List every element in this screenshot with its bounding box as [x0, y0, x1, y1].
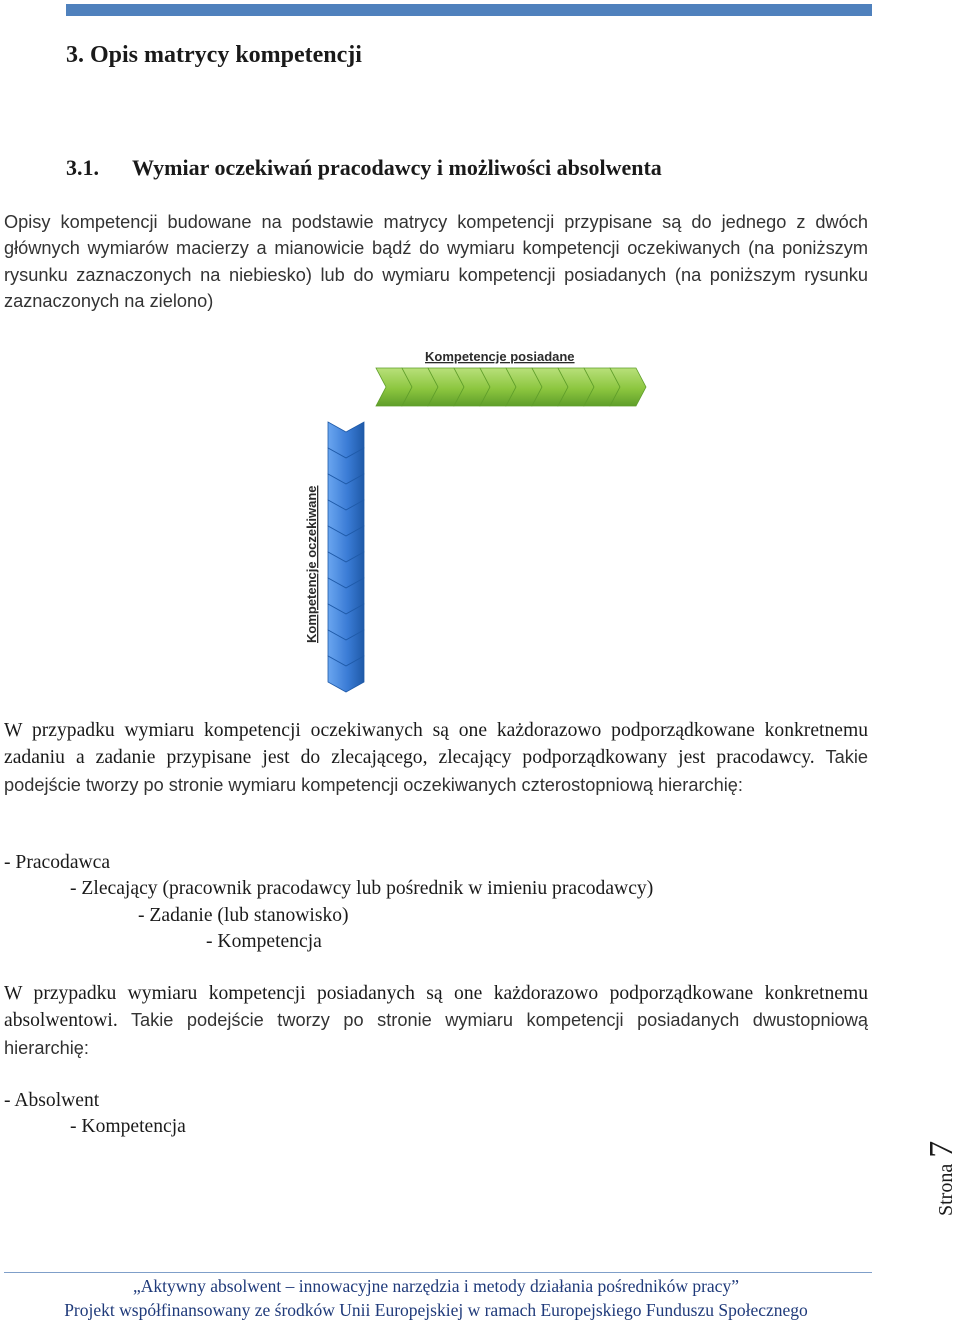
matrix-diagram-svg [290, 338, 660, 694]
competence-matrix-diagram [290, 338, 660, 694]
footer-divider [4, 1272, 872, 1273]
subsection-heading [66, 155, 662, 181]
expected-hierarchy-list [4, 850, 653, 955]
expected-dimension-paragraph [4, 718, 868, 799]
expected-paragraph-part2: Takie podejście tworzy po stronie wymiaru kompetencji oczekiwanych czterostopniową hierarchię: [4, 747, 868, 795]
subsection-number: 3.1. [66, 155, 99, 180]
possessed-paragraph-part2: Takie podejście tworzy po stronie wymiaru kompetencji posiadanych dwustopniową hierarchię: [4, 1010, 868, 1058]
hierarchy-item: - Kompetencja [70, 1116, 186, 1138]
subsection-title: Wymiar oczekiwań pracodawcy i możliwości absolwenta [132, 155, 662, 180]
page-number-marker [918, 1128, 958, 1218]
footer-funding-note: Projekt współfinansowany ze środków Unii Europejskiej w ramach Europejskiego Funduszu Społecznego [64, 1300, 808, 1320]
hierarchy-item: - Absolwent [4, 1090, 100, 1111]
hierarchy-item: - Kompetencja [206, 930, 322, 952]
footer-project-title: „Aktywny absolwent – innowacyjne narzędzia i metody działania pośredników pracy” [133, 1276, 739, 1296]
possessed-chevron-row [376, 368, 646, 406]
hierarchy-item: - Zadanie (lub stanowisko) [138, 904, 349, 926]
possessed-dimension-paragraph [4, 981, 868, 1062]
page-number: 7 [923, 1140, 958, 1158]
section-heading: 3. Opis matrycy kompetencji [66, 42, 362, 68]
svg-text:Strona 7 [923, 1141, 958, 1216]
page-label: Strona [935, 1163, 957, 1216]
possessed-paragraph-part1: W przypadku wymiaru kompetencji posiadanych są one każdorazowo podporządkowane konkretnemu absolwentowi. [4, 983, 868, 1032]
expected-chevron-column [328, 422, 364, 692]
label-expected-competences: Kompetencje oczekiwane [304, 485, 319, 643]
header-accent-bar [66, 4, 872, 16]
expected-paragraph-part1: W przypadku wymiaru kompetencji oczekiwanych są one każdorazowo podporządkowane konkretnemu zadaniu a zadanie przypisane jest do zlecającego, zlecający podporządkowany jest pracodawcy. [4, 720, 868, 769]
hierarchy-item: - Zlecający (pracownik pracodawcy lub pośrednik w imieniu pracodawcy) [70, 878, 654, 900]
possessed-hierarchy-list [4, 1088, 186, 1141]
hierarchy-item: - Pracodawca [4, 852, 111, 873]
label-possessed-competences: Kompetencje posiadane [425, 349, 575, 364]
intro-paragraph: Opisy kompetencji budowane na podstawie matrycy kompetencji przypisane są do jednego z dwóch głównych wymiarów macierzy a mianowicie bądź do wymiaru kompetencji oczekiwanych (na poniższym rysunku zaznaczonych na niebiesko) lub do wymiaru kompetencji posiadanych (na poniższym rysunku zaznaczonych na zielono) [4, 212, 868, 311]
